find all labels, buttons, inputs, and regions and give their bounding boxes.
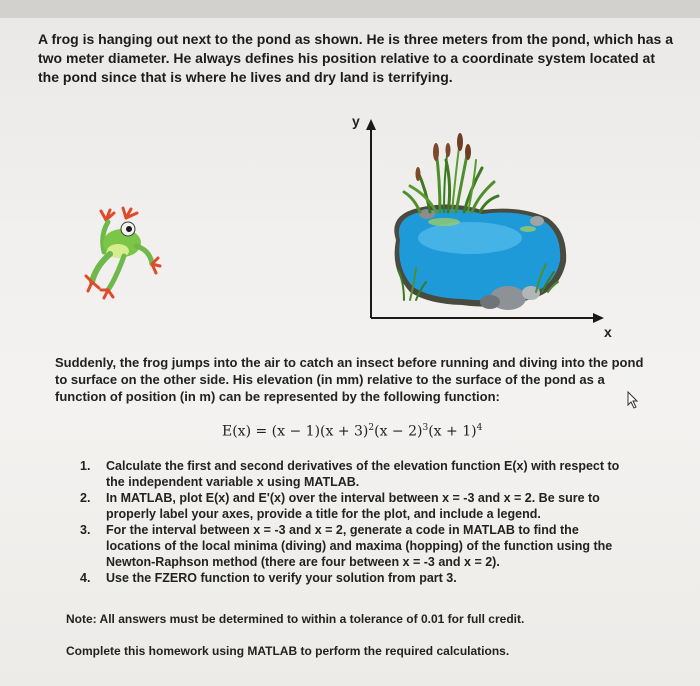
task-number: 1. — [80, 459, 91, 473]
matlab-instruction: Complete this homework using MATLAB to perform the required calculations. — [66, 644, 510, 658]
task-line: Newton-Raphson method (there are four between x = -3 and x = 2). — [106, 555, 500, 569]
task-item — [80, 570, 650, 586]
task-line: properly label your axes, provide a title for the plot, and include a legend. — [106, 507, 541, 521]
task-number: 4. — [80, 571, 91, 585]
task-item — [80, 490, 650, 522]
task-line: Calculate the first and second derivatives of the elevation function E(x) with respect to — [106, 459, 620, 473]
formula-lhs: E(x) = — [222, 423, 272, 440]
pond-illustration — [394, 204, 566, 310]
formula-exponent: 2 — [368, 423, 375, 433]
task-item — [80, 522, 650, 570]
x-axis-label: x — [604, 324, 612, 340]
task-line: Use the FZERO function to verify your solution from part 3. — [106, 571, 457, 585]
formula-factor: (x − 1) — [271, 423, 321, 440]
task-line: In MATLAB, plot E(x) and E'(x) over the interval between x = -3 and x = 2. Be sure to — [106, 491, 600, 505]
formula-factor: (x − 2) — [374, 423, 423, 440]
task-item — [80, 458, 650, 490]
task-line: For the interval between x = -3 and x = 2, generate a code in MATLAB to find the — [106, 523, 579, 537]
formula-factor: (x + 3) — [320, 423, 369, 440]
task-line: the independent variable x using MATLAB. — [106, 475, 360, 489]
mouse-cursor-icon — [626, 391, 640, 409]
intro-line: two meter diameter. He always defines his position relative to a coordinate system located at — [38, 50, 655, 66]
formula-exponent: 3 — [422, 423, 429, 433]
y-axis-label: y — [352, 113, 360, 129]
task-number: 3. — [80, 523, 91, 537]
para-line: to surface on the other side. His elevation (in mm) relative to the surface of the pond as a — [55, 372, 605, 387]
para-line: function of position (in m) can be represented by the following function: — [55, 389, 500, 404]
task-line: locations of the local minima (diving) and maxima (hopping) of the function using the — [106, 539, 613, 553]
task-list — [80, 458, 650, 586]
task-number: 2. — [80, 491, 91, 505]
formula-exponent: 4 — [476, 423, 483, 433]
frog-illustration — [86, 208, 160, 298]
elevation-formula — [222, 423, 482, 440]
intro-line: the pond since that is where he lives and dry land is terrifying. — [38, 69, 453, 85]
formula-factor: (x + 1) — [428, 423, 477, 440]
para-line: Suddenly, the frog jumps into the air to catch an insect before running and diving into the pond — [55, 355, 644, 370]
tolerance-note: Note: All answers must be determined to within a tolerance of 0.01 for full credit. — [66, 612, 525, 626]
jump-paragraph — [55, 354, 655, 405]
intro-line: A frog is hanging out next to the pond as shown. He is three meters from the pond, which has a — [38, 31, 673, 47]
